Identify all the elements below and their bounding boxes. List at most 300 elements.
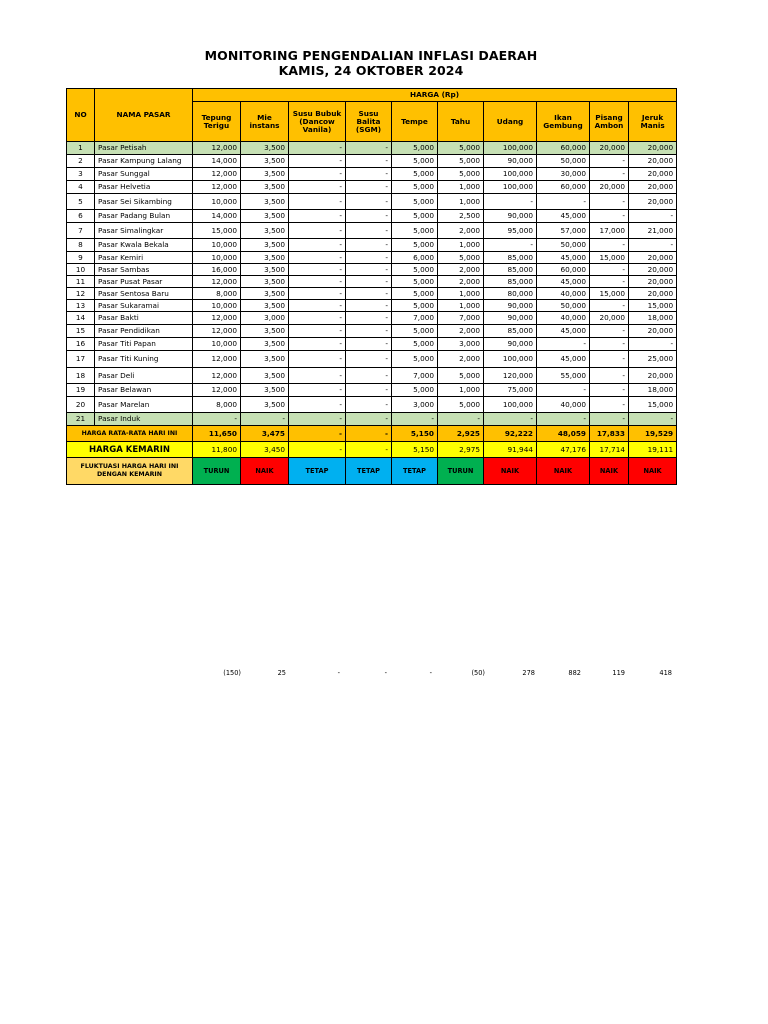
price-cell: 15,000 bbox=[629, 300, 677, 312]
price-cell: 16,000 bbox=[193, 264, 241, 276]
market-name: Pasar Sukaramai bbox=[95, 300, 193, 312]
prev-price: 5,150 bbox=[392, 442, 438, 458]
price-cell: 12,000 bbox=[193, 325, 241, 338]
avg-price: 48,059 bbox=[537, 426, 590, 442]
price-cell: - bbox=[289, 368, 346, 384]
price-cell: 3,500 bbox=[241, 368, 289, 384]
table-row bbox=[67, 181, 677, 194]
price-cell: - bbox=[289, 384, 346, 397]
table-row bbox=[67, 252, 677, 264]
price-cell: - bbox=[590, 155, 629, 168]
price-cell: 20,000 bbox=[629, 264, 677, 276]
price-cell: 5,000 bbox=[392, 351, 438, 368]
price-cell: - bbox=[289, 168, 346, 181]
table-row bbox=[67, 168, 677, 181]
price-cell: 3,500 bbox=[241, 351, 289, 368]
row-number: 17 bbox=[67, 351, 95, 368]
header-item: Ikan Gembung bbox=[537, 102, 590, 142]
price-cell: 2,000 bbox=[438, 325, 484, 338]
prev-price: 11,800 bbox=[193, 442, 241, 458]
row-number: 9 bbox=[67, 252, 95, 264]
fluctuation-status: TURUN bbox=[193, 458, 241, 485]
price-cell: - bbox=[346, 168, 392, 181]
price-cell: - bbox=[289, 181, 346, 194]
prev-price: 91,944 bbox=[484, 442, 537, 458]
avg-price: 92,222 bbox=[484, 426, 537, 442]
table-row bbox=[67, 264, 677, 276]
price-cell: 3,500 bbox=[241, 384, 289, 397]
row-number: 14 bbox=[67, 312, 95, 325]
price-cell: 90,000 bbox=[484, 338, 537, 351]
difference-value: - bbox=[337, 669, 340, 677]
price-cell: 3,500 bbox=[241, 276, 289, 288]
price-cell: - bbox=[590, 368, 629, 384]
row-number: 19 bbox=[67, 384, 95, 397]
price-cell: 5,000 bbox=[438, 155, 484, 168]
price-cell: - bbox=[289, 413, 346, 426]
price-cell: 100,000 bbox=[484, 181, 537, 194]
price-cell: - bbox=[537, 413, 590, 426]
price-cell: 85,000 bbox=[484, 325, 537, 338]
price-cell: 10,000 bbox=[193, 239, 241, 252]
market-name: Pasar Pusat Pasar bbox=[95, 276, 193, 288]
price-cell: - bbox=[289, 194, 346, 210]
price-cell: - bbox=[346, 300, 392, 312]
price-cell: 5,000 bbox=[392, 338, 438, 351]
price-cell: 3,500 bbox=[241, 338, 289, 351]
price-cell: 20,000 bbox=[629, 142, 677, 155]
difference-value: 882 bbox=[568, 669, 581, 677]
price-cell: 80,000 bbox=[484, 288, 537, 300]
market-name: Pasar Kwala Bekala bbox=[95, 239, 193, 252]
table-row bbox=[67, 312, 677, 325]
price-cell: 2,000 bbox=[438, 276, 484, 288]
price-cell: - bbox=[346, 351, 392, 368]
header-item: Tempe bbox=[392, 102, 438, 142]
price-cell: 18,000 bbox=[629, 384, 677, 397]
price-cell: - bbox=[346, 194, 392, 210]
price-cell: - bbox=[590, 264, 629, 276]
price-cell: 5,000 bbox=[392, 210, 438, 223]
price-cell: - bbox=[241, 413, 289, 426]
row-number: 3 bbox=[67, 168, 95, 181]
price-cell: - bbox=[346, 338, 392, 351]
price-cell: - bbox=[289, 252, 346, 264]
price-cell: 1,000 bbox=[438, 384, 484, 397]
price-cell: 55,000 bbox=[537, 368, 590, 384]
price-cell: 10,000 bbox=[193, 252, 241, 264]
prev-row bbox=[67, 442, 677, 458]
fluctuation-status: NAIK bbox=[537, 458, 590, 485]
price-cell: 8,000 bbox=[193, 288, 241, 300]
price-cell: 20,000 bbox=[629, 194, 677, 210]
price-cell: 3,500 bbox=[241, 252, 289, 264]
market-name: Pasar Induk bbox=[95, 413, 193, 426]
price-cell: 50,000 bbox=[537, 239, 590, 252]
price-cell: 50,000 bbox=[537, 155, 590, 168]
price-cell: 3,500 bbox=[241, 239, 289, 252]
table-row bbox=[67, 413, 677, 426]
price-cell: - bbox=[346, 264, 392, 276]
price-cell: 57,000 bbox=[537, 223, 590, 239]
price-cell: 20,000 bbox=[629, 252, 677, 264]
fluctuation-status: NAIK bbox=[241, 458, 289, 485]
row-number: 7 bbox=[67, 223, 95, 239]
prev-price: - bbox=[289, 442, 346, 458]
price-cell: 5,000 bbox=[392, 264, 438, 276]
fluk-row bbox=[67, 458, 677, 485]
price-cell: 5,000 bbox=[392, 300, 438, 312]
market-name: Pasar Petisah bbox=[95, 142, 193, 155]
price-cell: 50,000 bbox=[537, 300, 590, 312]
price-cell: - bbox=[629, 338, 677, 351]
price-cell: - bbox=[346, 142, 392, 155]
header-item: Pisang Ambon bbox=[590, 102, 629, 142]
price-cell: - bbox=[590, 300, 629, 312]
price-cell: 5,000 bbox=[392, 142, 438, 155]
prev-price: 19,111 bbox=[629, 442, 677, 458]
market-name: Pasar Pendidikan bbox=[95, 325, 193, 338]
row-number: 2 bbox=[67, 155, 95, 168]
price-cell: 40,000 bbox=[537, 397, 590, 413]
price-cell: 20,000 bbox=[629, 181, 677, 194]
price-cell: 1,000 bbox=[438, 181, 484, 194]
price-cell: - bbox=[590, 338, 629, 351]
price-cell: - bbox=[590, 325, 629, 338]
difference-value: (50) bbox=[471, 669, 485, 677]
fluctuation-status: TETAP bbox=[392, 458, 438, 485]
row-number: 1 bbox=[67, 142, 95, 155]
table-row bbox=[67, 142, 677, 155]
price-cell: 40,000 bbox=[537, 312, 590, 325]
table-row bbox=[67, 155, 677, 168]
price-cell: - bbox=[289, 351, 346, 368]
avg-price: - bbox=[346, 426, 392, 442]
price-cell: - bbox=[346, 223, 392, 239]
price-cell: 12,000 bbox=[193, 168, 241, 181]
table-row bbox=[67, 194, 677, 210]
price-cell: 3,000 bbox=[392, 397, 438, 413]
header-item: Susu Bubuk (Dancow Vanila) bbox=[289, 102, 346, 142]
table-row bbox=[67, 300, 677, 312]
avg-label: HARGA RATA-RATA HARI INI bbox=[67, 426, 193, 442]
price-cell: 1,000 bbox=[438, 194, 484, 210]
difference-value: 418 bbox=[659, 669, 672, 677]
price-cell: - bbox=[289, 300, 346, 312]
price-cell: - bbox=[346, 181, 392, 194]
price-cell: 20,000 bbox=[629, 288, 677, 300]
price-cell: 40,000 bbox=[537, 288, 590, 300]
avg-price: 17,833 bbox=[590, 426, 629, 442]
price-cell: 12,000 bbox=[193, 368, 241, 384]
difference-value: 25 bbox=[277, 669, 286, 677]
price-cell: 15,000 bbox=[590, 252, 629, 264]
avg-price: 2,925 bbox=[438, 426, 484, 442]
table-row bbox=[67, 384, 677, 397]
price-cell: - bbox=[346, 276, 392, 288]
price-cell: 60,000 bbox=[537, 264, 590, 276]
price-cell: 45,000 bbox=[537, 276, 590, 288]
price-cell: - bbox=[590, 384, 629, 397]
market-name: Pasar Sunggal bbox=[95, 168, 193, 181]
price-cell: 10,000 bbox=[193, 300, 241, 312]
price-cell: 3,500 bbox=[241, 325, 289, 338]
price-cell: 100,000 bbox=[484, 168, 537, 181]
price-cell: 3,500 bbox=[241, 142, 289, 155]
price-cell: - bbox=[289, 155, 346, 168]
price-cell: 120,000 bbox=[484, 368, 537, 384]
price-cell: - bbox=[590, 194, 629, 210]
price-cell: 5,000 bbox=[392, 194, 438, 210]
price-cell: 100,000 bbox=[484, 351, 537, 368]
fluctuation-status: TETAP bbox=[289, 458, 346, 485]
prev-price: 47,176 bbox=[537, 442, 590, 458]
price-cell: - bbox=[193, 413, 241, 426]
price-cell: 5,000 bbox=[438, 252, 484, 264]
price-cell: 2,000 bbox=[438, 223, 484, 239]
price-cell: 3,500 bbox=[241, 168, 289, 181]
market-name: Pasar Titi Kuning bbox=[95, 351, 193, 368]
price-cell: 20,000 bbox=[629, 276, 677, 288]
price-cell: 2,500 bbox=[438, 210, 484, 223]
price-cell: - bbox=[590, 413, 629, 426]
difference-value: (150) bbox=[223, 669, 241, 677]
price-cell: - bbox=[289, 276, 346, 288]
row-number: 10 bbox=[67, 264, 95, 276]
price-cell: - bbox=[289, 142, 346, 155]
price-cell: - bbox=[289, 210, 346, 223]
price-cell: - bbox=[590, 210, 629, 223]
price-cell: - bbox=[590, 168, 629, 181]
price-cell: 5,000 bbox=[392, 325, 438, 338]
price-cell: 95,000 bbox=[484, 223, 537, 239]
price-cell: 14,000 bbox=[193, 155, 241, 168]
price-cell: - bbox=[346, 397, 392, 413]
price-cell: - bbox=[392, 413, 438, 426]
fluk-label: FLUKTUASI HARGA HARI INI DENGAN KEMARIN bbox=[67, 458, 193, 485]
price-cell: - bbox=[346, 252, 392, 264]
price-cell: 20,000 bbox=[629, 368, 677, 384]
price-cell: 3,500 bbox=[241, 155, 289, 168]
price-cell: 7,000 bbox=[392, 312, 438, 325]
table-row bbox=[67, 351, 677, 368]
header-item: Udang bbox=[484, 102, 537, 142]
price-cell: - bbox=[484, 239, 537, 252]
price-cell: 3,500 bbox=[241, 397, 289, 413]
price-cell: 5,000 bbox=[392, 181, 438, 194]
price-cell: 5,000 bbox=[392, 384, 438, 397]
market-name: Pasar Marelan bbox=[95, 397, 193, 413]
price-cell: 5,000 bbox=[438, 397, 484, 413]
table-row bbox=[67, 325, 677, 338]
price-cell: - bbox=[346, 384, 392, 397]
price-cell: - bbox=[346, 155, 392, 168]
price-cell: 3,000 bbox=[241, 312, 289, 325]
price-cell: 45,000 bbox=[537, 210, 590, 223]
price-table bbox=[66, 88, 677, 485]
market-name: Pasar Helvetia bbox=[95, 181, 193, 194]
fluctuation-status: NAIK bbox=[484, 458, 537, 485]
price-cell: 3,500 bbox=[241, 300, 289, 312]
price-cell: 75,000 bbox=[484, 384, 537, 397]
market-name: Pasar Kemiri bbox=[95, 252, 193, 264]
price-cell: 60,000 bbox=[537, 142, 590, 155]
header-item: Tepung Terigu bbox=[193, 102, 241, 142]
header-nama-pasar: NAMA PASAR bbox=[95, 89, 193, 142]
table-row bbox=[67, 397, 677, 413]
difference-value: 278 bbox=[522, 669, 535, 677]
market-name: Pasar Bakti bbox=[95, 312, 193, 325]
price-cell: 90,000 bbox=[484, 210, 537, 223]
price-cell: 12,000 bbox=[193, 276, 241, 288]
price-cell: 3,500 bbox=[241, 264, 289, 276]
price-cell: 5,000 bbox=[392, 155, 438, 168]
market-name: Pasar Deli bbox=[95, 368, 193, 384]
price-cell: 5,000 bbox=[392, 168, 438, 181]
market-name: Pasar Sentosa Baru bbox=[95, 288, 193, 300]
price-cell: - bbox=[590, 397, 629, 413]
table-row bbox=[67, 239, 677, 252]
price-cell: - bbox=[289, 288, 346, 300]
price-cell: 14,000 bbox=[193, 210, 241, 223]
price-cell: 45,000 bbox=[537, 325, 590, 338]
price-cell: 3,500 bbox=[241, 223, 289, 239]
price-cell: 2,000 bbox=[438, 264, 484, 276]
price-cell: 12,000 bbox=[193, 312, 241, 325]
prev-price: 3,450 bbox=[241, 442, 289, 458]
price-cell: 7,000 bbox=[438, 312, 484, 325]
price-cell: 15,000 bbox=[193, 223, 241, 239]
price-cell: 17,000 bbox=[590, 223, 629, 239]
price-cell: 10,000 bbox=[193, 194, 241, 210]
row-number: 18 bbox=[67, 368, 95, 384]
price-cell: 3,500 bbox=[241, 288, 289, 300]
market-name: Pasar Kampung Lalang bbox=[95, 155, 193, 168]
price-cell: - bbox=[438, 413, 484, 426]
price-cell: 90,000 bbox=[484, 300, 537, 312]
price-cell: - bbox=[590, 276, 629, 288]
price-cell: 8,000 bbox=[193, 397, 241, 413]
price-cell: - bbox=[346, 312, 392, 325]
header-item: Tahu bbox=[438, 102, 484, 142]
header-item: Mie instans bbox=[241, 102, 289, 142]
row-number: 4 bbox=[67, 181, 95, 194]
avg-price: 5,150 bbox=[392, 426, 438, 442]
price-cell: 3,000 bbox=[438, 338, 484, 351]
price-cell: 7,000 bbox=[392, 368, 438, 384]
price-cell: 18,000 bbox=[629, 312, 677, 325]
price-cell: 12,000 bbox=[193, 384, 241, 397]
price-cell: - bbox=[537, 384, 590, 397]
table-row bbox=[67, 210, 677, 223]
row-number: 5 bbox=[67, 194, 95, 210]
table-row bbox=[67, 223, 677, 239]
price-cell: 5,000 bbox=[438, 168, 484, 181]
prev-price: - bbox=[346, 442, 392, 458]
difference-value: 119 bbox=[612, 669, 625, 677]
price-cell: 20,000 bbox=[590, 181, 629, 194]
price-cell: 25,000 bbox=[629, 351, 677, 368]
market-name: Pasar Titi Papan bbox=[95, 338, 193, 351]
market-name: Pasar Padang Bulan bbox=[95, 210, 193, 223]
price-cell: 5,000 bbox=[392, 288, 438, 300]
price-cell: 3,500 bbox=[241, 194, 289, 210]
price-cell: 90,000 bbox=[484, 155, 537, 168]
row-number: 8 bbox=[67, 239, 95, 252]
price-cell: 20,000 bbox=[629, 155, 677, 168]
report-date: KAMIS, 24 OKTOBER 2024 bbox=[278, 63, 464, 78]
price-cell: 30,000 bbox=[537, 168, 590, 181]
fluctuation-status: NAIK bbox=[590, 458, 629, 485]
price-cell: 2,000 bbox=[438, 351, 484, 368]
report-title: MONITORING PENGENDALIAN INFLASI DAERAH bbox=[204, 48, 538, 63]
market-name: Pasar Sei Sikambing bbox=[95, 194, 193, 210]
price-cell: 1,000 bbox=[438, 300, 484, 312]
price-cell: - bbox=[629, 413, 677, 426]
row-number: 6 bbox=[67, 210, 95, 223]
row-number: 12 bbox=[67, 288, 95, 300]
fluctuation-status: NAIK bbox=[629, 458, 677, 485]
avg-price: 11,650 bbox=[193, 426, 241, 442]
price-cell: - bbox=[346, 210, 392, 223]
fluctuation-status: TETAP bbox=[346, 458, 392, 485]
price-cell: - bbox=[346, 239, 392, 252]
prev-price: 17,714 bbox=[590, 442, 629, 458]
table-row bbox=[67, 368, 677, 384]
price-cell: 60,000 bbox=[537, 181, 590, 194]
avg-row bbox=[67, 426, 677, 442]
price-cell: 15,000 bbox=[629, 397, 677, 413]
price-cell: 1,000 bbox=[438, 239, 484, 252]
price-cell: 21,000 bbox=[629, 223, 677, 239]
price-cell: 6,000 bbox=[392, 252, 438, 264]
price-cell: - bbox=[484, 194, 537, 210]
prev-price: 2,975 bbox=[438, 442, 484, 458]
table-row bbox=[67, 288, 677, 300]
price-cell: - bbox=[346, 288, 392, 300]
price-cell: - bbox=[629, 239, 677, 252]
header-harga: HARGA (Rp) bbox=[193, 89, 677, 102]
avg-price: 19,529 bbox=[629, 426, 677, 442]
price-cell: 12,000 bbox=[193, 142, 241, 155]
price-cell: 1,000 bbox=[438, 288, 484, 300]
price-cell: 85,000 bbox=[484, 252, 537, 264]
price-cell: - bbox=[590, 239, 629, 252]
difference-value: - bbox=[384, 669, 387, 677]
header-item: Jeruk Manis bbox=[629, 102, 677, 142]
price-cell: 12,000 bbox=[193, 181, 241, 194]
row-number: 21 bbox=[67, 413, 95, 426]
market-name: Pasar Sambas bbox=[95, 264, 193, 276]
price-cell: 5,000 bbox=[392, 239, 438, 252]
row-number: 11 bbox=[67, 276, 95, 288]
price-cell: - bbox=[484, 413, 537, 426]
price-cell: 20,000 bbox=[629, 325, 677, 338]
market-name: Pasar Belawan bbox=[95, 384, 193, 397]
prev-label: HARGA KEMARIN bbox=[67, 442, 193, 458]
row-number: 13 bbox=[67, 300, 95, 312]
price-cell: 10,000 bbox=[193, 338, 241, 351]
price-cell: - bbox=[346, 368, 392, 384]
price-cell: 20,000 bbox=[590, 142, 629, 155]
price-cell: 5,000 bbox=[438, 142, 484, 155]
header-item: Susu Balita (SGM) bbox=[346, 102, 392, 142]
table-row bbox=[67, 276, 677, 288]
difference-value: - bbox=[429, 669, 432, 677]
header-no: NO bbox=[67, 89, 95, 142]
price-cell: - bbox=[590, 351, 629, 368]
difference-row bbox=[0, 669, 768, 681]
